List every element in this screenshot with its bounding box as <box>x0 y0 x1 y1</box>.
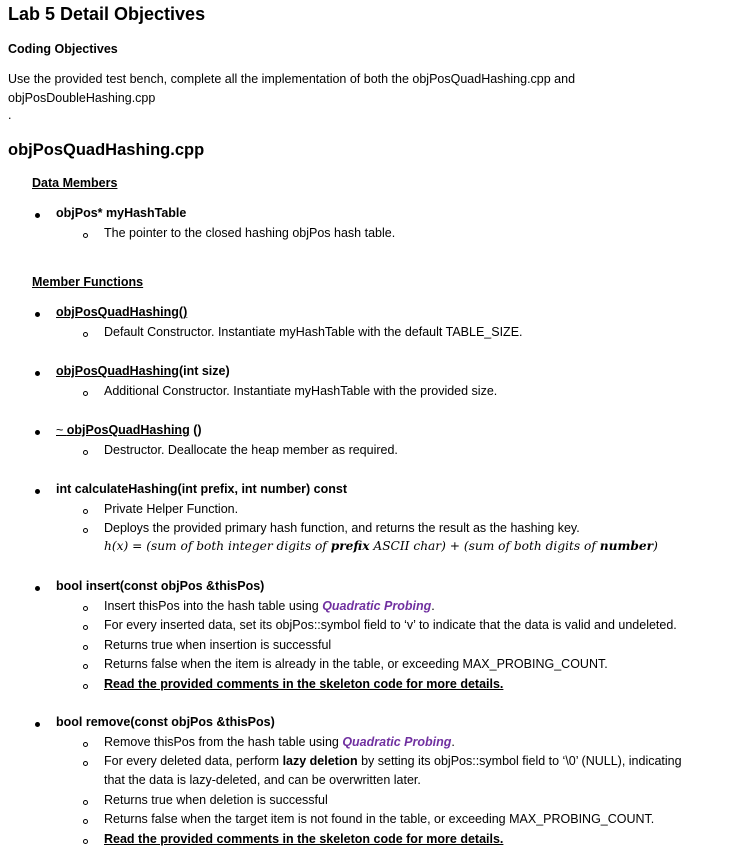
sub-bullet-icon <box>83 800 88 805</box>
coding-objectives-heading: Coding Objectives <box>8 42 118 56</box>
sub-bullet-icon <box>83 645 88 650</box>
remove-desc-4: Returns false when the target item is not found in the table, or exceeding MAX_PROBING_COUNT. <box>104 812 655 826</box>
sub-bullet-icon <box>83 684 88 689</box>
insert-desc-2: For every inserted data, set its objPos::symbol field to ‘v’ to indicate that the data is valid and undeleted. <box>104 618 677 632</box>
intro-dot: . <box>8 108 12 122</box>
mf-default-constructor-desc: Default Constructor. Instantiate myHashTable with the default TABLE_SIZE. <box>104 325 523 339</box>
sub-bullet-icon <box>83 839 88 844</box>
remove-desc-2a: For every deleted data, perform lazy deletion by setting its objPos::symbol field to ‘\0’ (NULL), indicating <box>104 754 682 768</box>
mf-destructor: ~ objPosQuadHashing () <box>56 423 202 437</box>
mf-calculate-hashing-desc-1: Private Helper Function. <box>104 502 239 516</box>
insert-desc-1: Insert thisPos into the hash table using Quadratic Probing. <box>104 599 435 613</box>
sub-bullet-icon <box>83 742 88 747</box>
insert-desc-3: Returns true when insertion is successful <box>104 638 332 652</box>
page-title: Lab 5 Detail Objectives <box>8 4 206 24</box>
hash-formula: h(x) = (sum of both integer digits of prefix ASCII char) + (sum of both digits of number) <box>104 539 658 553</box>
insert-desc-5: Read the provided comments in the skeleton code for more details. <box>104 677 504 691</box>
remove-desc-5: Read the provided comments in the skeleton code for more details. <box>104 832 504 846</box>
mf-additional-constructor: objPosQuadHashing(int size) <box>56 364 230 378</box>
bullet-icon <box>35 586 40 591</box>
remove-desc-3: Returns true when deletion is successful <box>104 793 328 807</box>
sub-bullet-icon <box>83 509 88 514</box>
sub-bullet-icon <box>83 332 88 337</box>
intro-line-1: Use the provided test bench, complete all the implementation of both the objPosQuadHashing.cpp and <box>8 72 576 86</box>
member-functions-heading: Member Functions <box>32 275 144 289</box>
bullet-icon <box>35 430 40 435</box>
sub-bullet-icon <box>83 606 88 611</box>
sub-bullet-icon <box>83 528 88 533</box>
data-members-heading: Data Members <box>32 176 118 190</box>
intro-line-2: objPosDoubleHashing.cpp <box>8 91 156 105</box>
mf-calculate-hashing: int calculateHashing(int prefix, int number) const <box>56 482 348 496</box>
sub-bullet-icon <box>83 819 88 824</box>
sub-bullet-icon <box>83 391 88 396</box>
mf-default-constructor: objPosQuadHashing() <box>56 305 188 319</box>
bullet-icon <box>35 213 40 218</box>
sub-bullet-icon <box>83 233 88 238</box>
mf-calculate-hashing-desc-2: Deploys the provided primary hash function, and returns the result as the hashing key. <box>104 521 580 535</box>
bullet-icon <box>35 489 40 494</box>
sub-bullet-icon <box>83 450 88 455</box>
remove-desc-1: Remove thisPos from the hash table using Quadratic Probing. <box>104 735 455 749</box>
bullet-icon <box>35 722 40 727</box>
mf-destructor-desc: Destructor. Deallocate the heap member as required. <box>104 443 398 457</box>
sub-bullet-icon <box>83 761 88 766</box>
mf-additional-constructor-desc: Additional Constructor. Instantiate myHashTable with the provided size. <box>104 384 498 398</box>
mf-remove: bool remove(const objPos &thisPos) <box>56 715 275 729</box>
insert-desc-4: Returns false when the item is already in the table, or exceeding MAX_PROBING_COUNT. <box>104 657 608 671</box>
sub-bullet-icon <box>83 625 88 630</box>
remove-desc-2b: that the data is lazy-deleted, and can be overwritten later. <box>104 773 421 787</box>
data-member-desc: The pointer to the closed hashing objPos hash table. <box>104 226 396 240</box>
bullet-icon <box>35 312 40 317</box>
mf-insert: bool insert(const objPos &thisPos) <box>56 579 265 593</box>
bullet-icon <box>35 371 40 376</box>
sub-bullet-icon <box>83 664 88 669</box>
data-member-name: objPos* myHashTable <box>56 206 187 220</box>
file-heading: objPosQuadHashing.cpp <box>8 141 205 159</box>
